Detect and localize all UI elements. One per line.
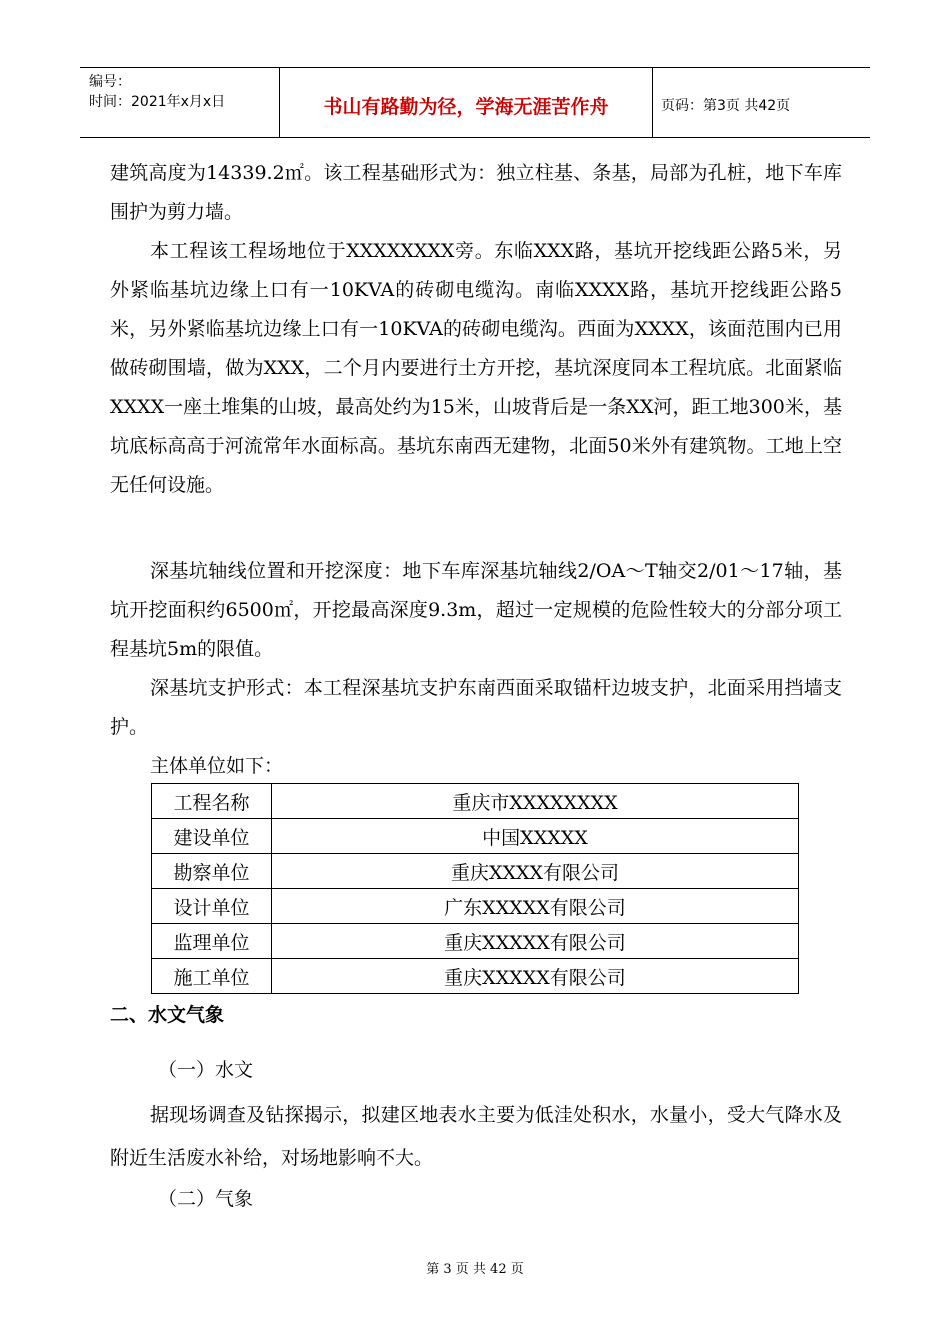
table-value: 重庆市XXXXXXXX [272,784,799,819]
paragraph-support-form: 深基坑支护形式：本工程深基坑支护东南西面采取锚杆边坡支护，北面采用挡墙支护。 [110,677,842,738]
table-key: 工程名称 [152,784,272,819]
paragraph-hydrology: 据现场调查及钻探揭示，拟建区地表水主要为低洼处积水，水量小，受大气降水及附近生活废水补给，对场地影响不大。 [110,1104,842,1169]
page-header [80,67,870,138]
number-label: 编号： [89,74,131,90]
page-footer: 第 3 页 共 42 页 [426,1262,524,1277]
intro-block [110,154,842,505]
paragraph-site-location: 本工程该工程场地位于XXXXXXXX旁。东临XXX路，基坑开挖线距公路5米，另外紧临基坑边缘上口有一10KVA的砖砌电缆沟。南临XXXX路，基坑开挖线距公路5米，另外紧临基坑边缘上口有一10KVA的砖砌电缆沟。西面为XXXX，该面范围内已用做砖砌围墙，做为XXX，二个月内要进行土方开挖，基坑深度同本工程坑底。北面紧临XXXX一座土堆集的山坡，最高处约为15米，山坡背后是一条XX河，距工地300米，基坑底标高高于河流常年水面标高。基坑东南西无建物，北面50米外有建筑物。工地上空无任何设施。 [110,240,842,496]
header-motto: 书山有路勤为径，学海无涯苦作舟 [280,68,653,137]
table-row [152,784,799,819]
table-row [152,889,799,924]
table-value: 重庆XXXX有限公司 [272,854,799,889]
table-value: 重庆XXXXX有限公司 [272,959,799,994]
paragraph-building-height: 建筑高度为14339.2㎡。该工程基础形式为：独立柱基、条基，局部为孔桩，地下车库围护为剪力墙。 [110,162,842,223]
table-row [152,819,799,854]
table-key: 设计单位 [152,889,272,924]
table-value: 广东XXXXX有限公司 [272,889,799,924]
table-value: 中国XXXXX [272,819,799,854]
subsection-hydrology: （一）水文 [158,1059,254,1081]
section-title-hydrology-weather: 二、水文气象 [110,1004,225,1026]
hydrology-block [110,1094,842,1180]
paragraph-units-intro: 主体单位如下： [150,755,284,777]
subsection-weather: （二）气象 [158,1188,254,1210]
header-page-info: 页码：第3页 共42页 [661,97,791,114]
table-key: 建设单位 [152,819,272,854]
units-table [151,783,799,994]
table-key: 勘察单位 [152,854,272,889]
time-label: 时间：2021年x月x日 [89,94,226,110]
table-key: 施工单位 [152,959,272,994]
table-key: 监理单位 [152,924,272,959]
table-value: 重庆XXXXX有限公司 [272,924,799,959]
table-row [152,854,799,889]
table-row [152,924,799,959]
header-meta [80,68,280,137]
table-row [152,959,799,994]
paragraph-excavation-depth: 深基坑轴线位置和开挖深度：地下车库深基坑轴线2/OA～T轴交2/01～17轴，基坑开挖面积约6500㎡，开挖最高深度9.3m，超过一定规模的危险性较大的分部分项工程基坑5m的限值。 [110,560,842,660]
excavation-block [110,552,842,786]
